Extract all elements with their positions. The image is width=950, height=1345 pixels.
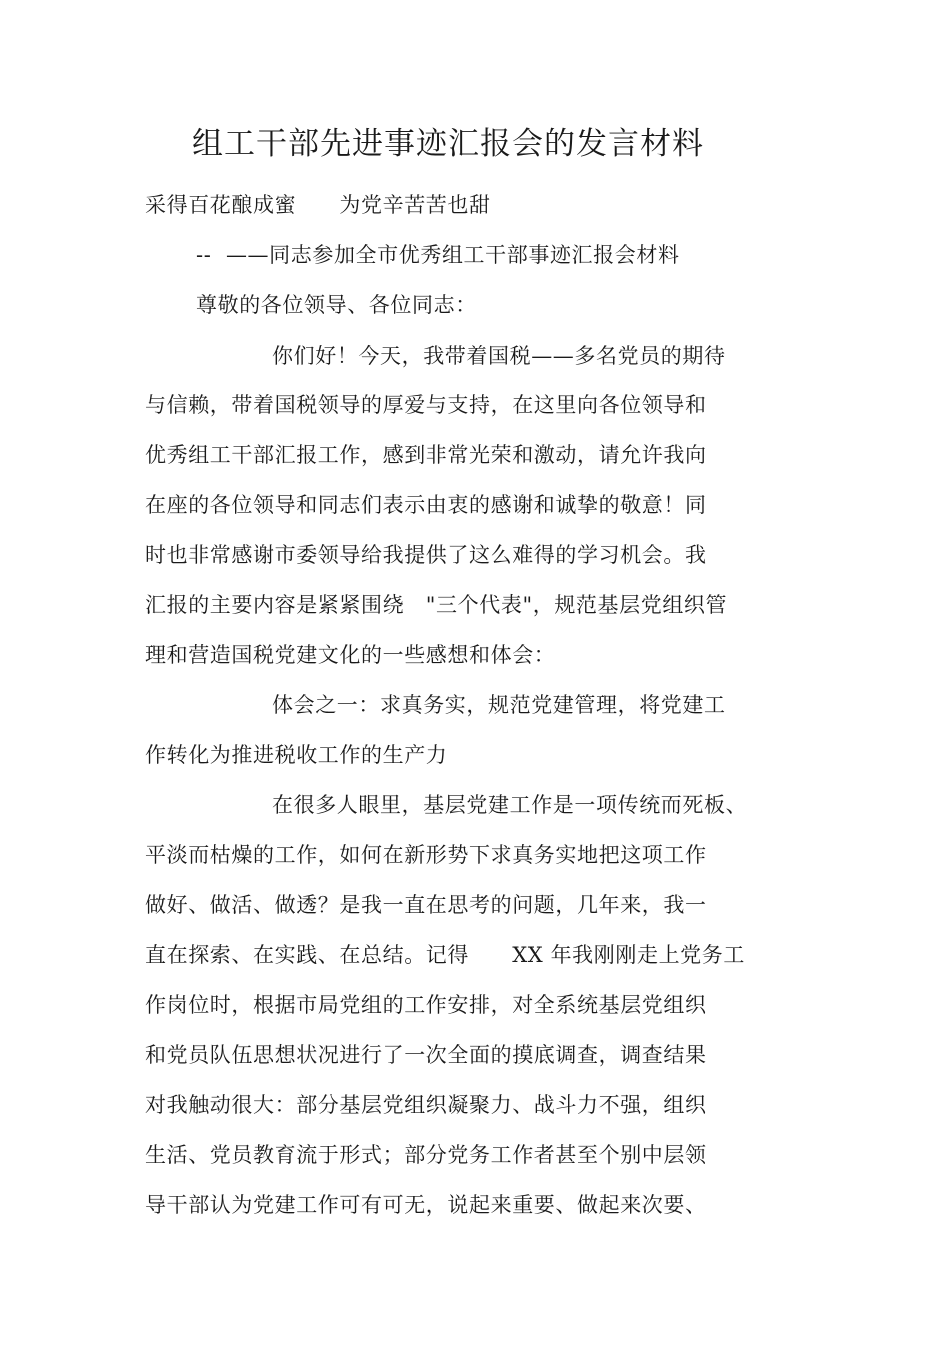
section-heading: 体会之一：求真务实，规范党建管理，将党建工 [272,693,726,717]
salutation: 尊敬的各位领导、各位同志： [196,293,477,317]
body-line: 理和营造国税党建文化的一些感想和体会： [145,643,556,667]
body-line: 直在探索、在实践、在总结。记得 XX 年我刚刚走上党务工 [145,943,745,967]
body-line: 作岗位时，根据市局党组的工作安排，对全系统基层党组织 [145,993,707,1017]
body-line: 时也非常感谢市委领导给我提供了这么难得的学习机会。我 [145,543,707,567]
body-line: 导干部认为党建工作可有可无，说起来重要、做起来次要、 [145,1193,707,1217]
body-line: 与信赖，带着国税领导的厚爱与支持，在这里向各位领导和 [145,393,707,417]
body-line: 生活、党员教育流于形式；部分党务工作者甚至个别中层领 [145,1143,707,1167]
body-line: 汇报的主要内容是紧紧围绕 "三个代表"，规范基层党组织管 [145,593,728,617]
document-title: 组工干部先进事迹汇报会的发言材料 [192,126,704,162]
document-subtitle: 采得百花酿成蜜 为党辛苦苦也甜 [145,193,491,217]
body-line: 在很多人眼里，基层党建工作是一项传统而死板、 [272,793,748,817]
body-line: 对我触动很大：部分基层党组织凝聚力、战斗力不强，组织 [145,1093,707,1117]
body-line: 做好、做活、做透？是我一直在思考的问题，几年来，我一 [145,893,707,917]
body-line: 你们好！今天，我带着国税——多名党员的期待 [272,344,726,368]
document-byline: -- ——同志参加全市优秀组工干部事迹汇报会材料 [196,243,680,267]
body-line: 优秀组工干部汇报工作，感到非常光荣和激动，请允许我向 [145,443,707,467]
body-line: 在座的各位领导和同志们表示由衷的感谢和诚挚的敬意！同 [145,493,707,517]
body-line: 平淡而枯燥的工作，如何在新形势下求真务实地把这项工作 [145,843,707,867]
section-heading: 作转化为推进税收工作的生产力 [145,743,448,767]
body-line: 和党员队伍思想状况进行了一次全面的摸底调查，调查结果 [145,1043,707,1067]
